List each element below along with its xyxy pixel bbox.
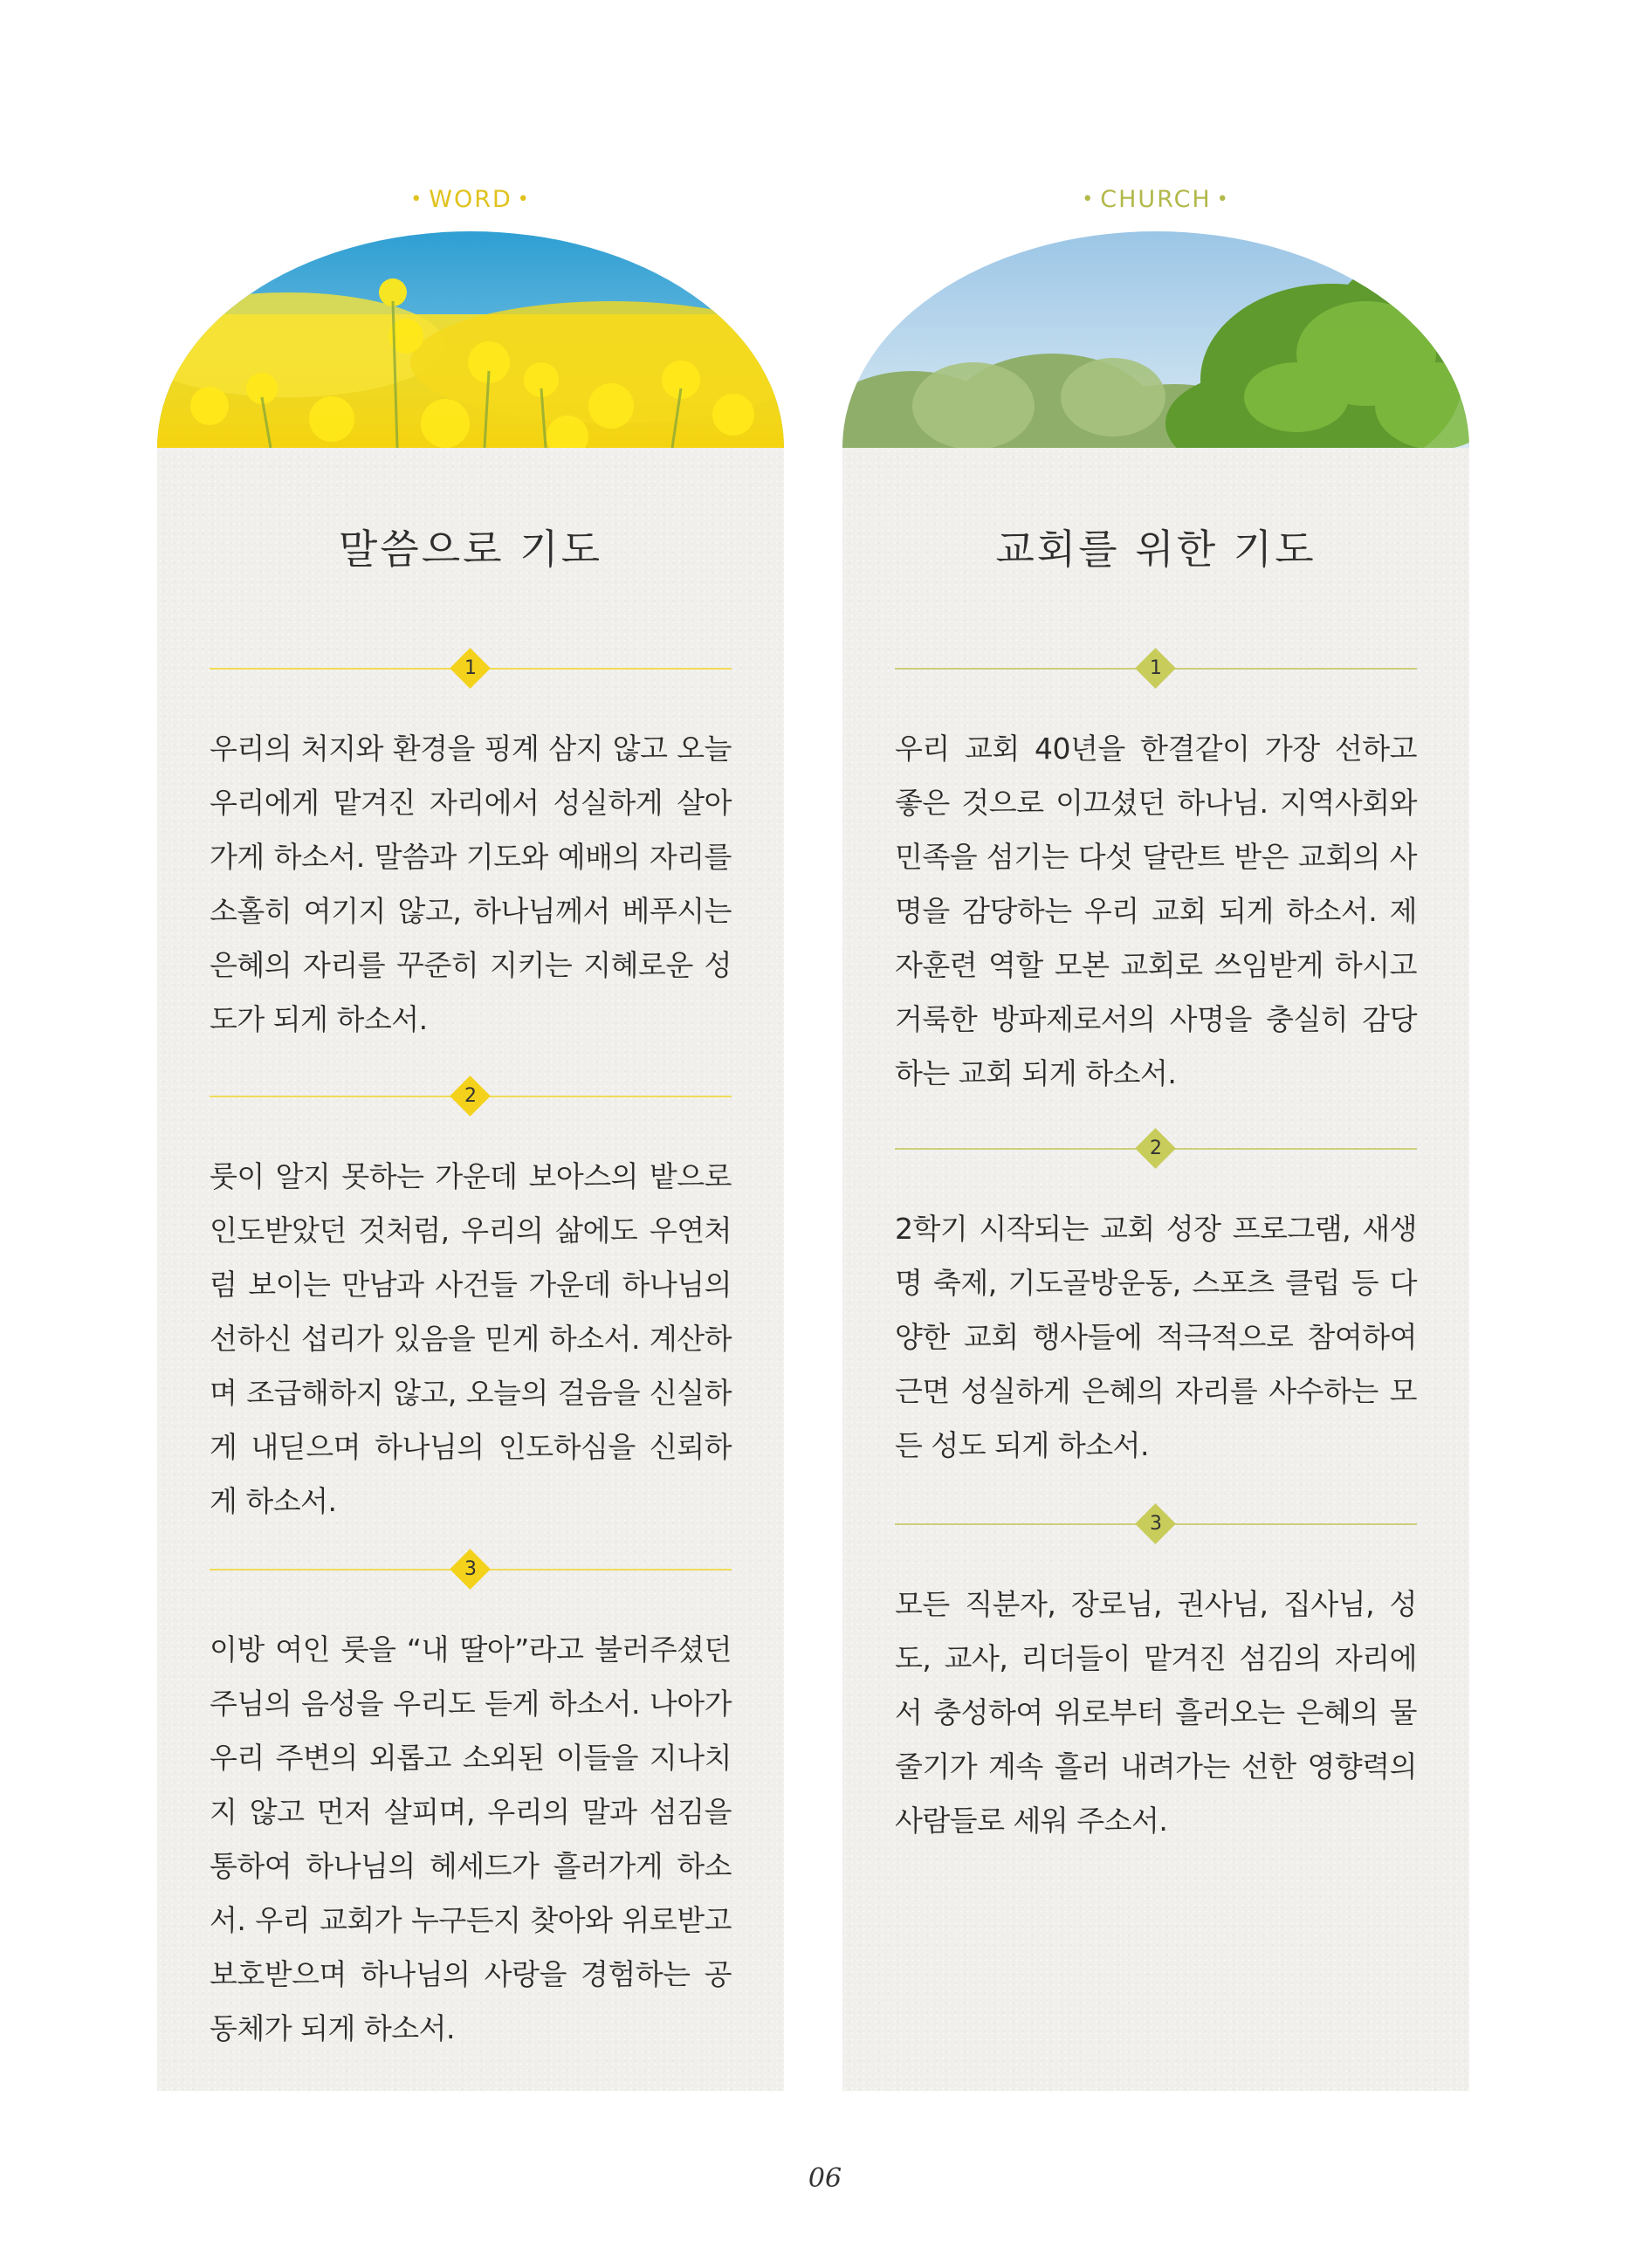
church-prayer-card (842, 448, 1469, 2091)
section-number: 1 (464, 657, 477, 679)
section-divider (210, 649, 732, 689)
section-divider (895, 1504, 1417, 1544)
church-section-3-text: 모든 직분자, 장로님, 권사님, 집사님, 성도, 교사, 리더들이 맡겨진 섬김의 자리에서 충성하여 위로부터 흘러오는 은혜의 물줄기가 계속 흘러 내려가는 선한 영향력의 사람들로 세워 주소서. (895, 1587, 1417, 1838)
section-number: 3 (1150, 1513, 1162, 1535)
number-diamond-icon (450, 1550, 491, 1590)
word-section-1-text: 우리의 처지와 환경을 핑계 삼지 않고 오늘 우리에게 맡겨진 자리에서 성실하게 살아가게 하소서. 말씀과 기도와 예배의 자리를 소홀히 여기지 않고, 하나님께서 베푸시는 은혜의 자리를 꾸준히 지키는 지혜로운 성도가 되게 하소서. (210, 732, 732, 1036)
church-section-2-text: 2학기 시작되는 교회 성장 프로그램, 새생명 축제, 기도골방운동, 스포츠 클럽 등 다양한 교회 행사들에 적극적으로 참여하여 근면 성실하게 은혜의 자리를 사수하는 모든 성도 되게 하소서. (895, 1212, 1417, 1462)
word-prayer-card (157, 448, 784, 2091)
church-prayer-title: 교회를 위한 기도 (995, 526, 1317, 573)
word-section-3-text: 이방 여인 룻을 “내 딸아”라고 불러주셨던 주님의 음성을 우리도 듣게 하소서. 나아가 우리 주변의 외롭고 소외된 이들을 지나치지 않고 먼저 살피며, 우리의 말과 섬김을 통하여 하나님의 헤세드가 흘러가게 하소서. 우리 교회가 누구든지 찾아와 위로받고 보호받으며 하나님의 사랑을 경험하는 공동체가 되게 하소서. (210, 1632, 732, 2045)
green-trees-image (842, 231, 1469, 448)
church-section-1 (895, 649, 1417, 1101)
section-number: 1 (1150, 657, 1162, 679)
church-tag: • CHURCH • (1082, 186, 1230, 213)
word-section-1 (210, 649, 732, 1047)
church-section-3 (895, 1504, 1417, 1848)
section-number: 2 (464, 1085, 477, 1107)
number-diamond-icon (450, 1076, 491, 1117)
section-number: 2 (1150, 1137, 1162, 1159)
number-diamond-icon (450, 649, 491, 689)
word-tag-label: WORD (429, 186, 512, 213)
word-section-2-text: 룻이 알지 못하는 가운데 보아스의 밭으로 인도받았던 것처럼, 우리의 삶에도 우연처럼 보이는 만남과 사건들 가운데 하나님의 선하신 섭리가 있음을 믿게 하소서. 계산하며 조급해하지 않고, 오늘의 걸음을 신실하게 내딛으며 하나님의 인도하심을 신뢰하게 하소서. (210, 1159, 732, 1518)
number-diamond-icon (1136, 649, 1176, 689)
church-section-1-text: 우리 교회 40년을 한결같이 가장 선하고 좋은 것으로 이끄셨던 하나님. 지역사회와 민족을 섬기는 다섯 달란트 받은 교회의 사명을 감당하는 우리 교회 되게 하소서. 제자훈련 역할 모본 교회로 쓰임받게 하시고 거룩한 방파제로서의 사명을 충실히 감당하는 교회 되게 하소서. (895, 732, 1417, 1090)
number-diamond-icon (1136, 1504, 1176, 1544)
word-tag: • WORD • (410, 186, 531, 213)
church-tag-label: CHURCH (1100, 186, 1212, 213)
section-divider (895, 649, 1417, 689)
word-prayer-title: 말씀으로 기도 (338, 526, 603, 573)
section-divider (210, 1550, 732, 1590)
section-divider (210, 1076, 732, 1117)
section-divider (895, 1129, 1417, 1169)
section-number: 3 (464, 1558, 477, 1580)
word-section-2 (210, 1076, 732, 1529)
rapeseed-flowers-image (157, 231, 784, 448)
number-diamond-icon (1136, 1129, 1176, 1169)
page-number: 06 (808, 2163, 842, 2194)
word-section-3 (210, 1550, 732, 2056)
church-section-2 (895, 1129, 1417, 1473)
